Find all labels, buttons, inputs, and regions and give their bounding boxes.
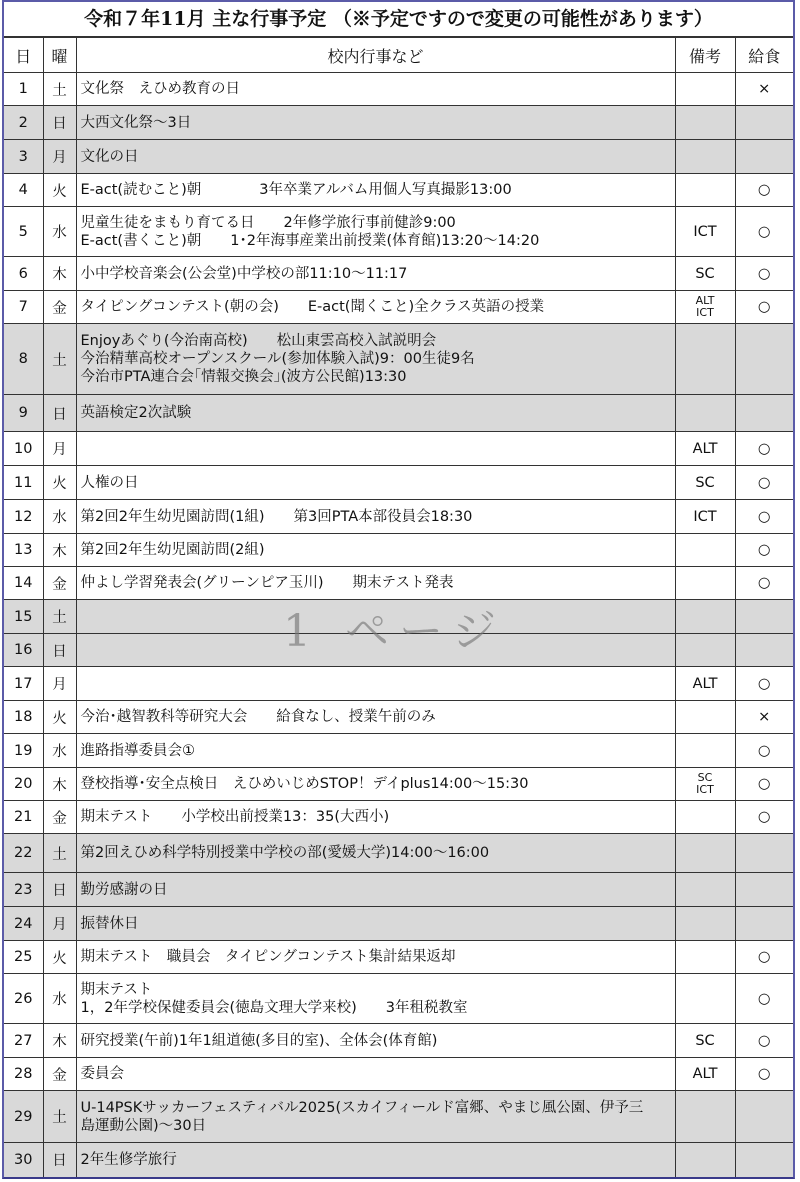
events-cell: 仲よし学習発表会(グリーンピア玉川) 期末テスト発表 — [76, 567, 675, 600]
table-row — [4, 1024, 793, 1058]
notes-cell — [675, 634, 735, 667]
table-row — [4, 734, 793, 768]
lunch-cell: × — [735, 701, 793, 734]
weekday-cell: 日 — [43, 106, 76, 140]
table-row — [4, 73, 793, 106]
notes-cell — [675, 534, 735, 567]
table-row — [4, 701, 793, 734]
day-cell: 29 — [4, 1091, 43, 1143]
weekday-cell: 日 — [43, 634, 76, 667]
day-cell: 21 — [4, 801, 43, 834]
day-cell: 11 — [4, 466, 43, 500]
events-cell — [76, 432, 675, 466]
notes-cell — [675, 567, 735, 600]
table-row — [4, 466, 793, 500]
lunch-cell — [735, 395, 793, 432]
day-cell: 6 — [4, 257, 43, 291]
lunch-cell — [735, 907, 793, 941]
weekday-cell: 土 — [43, 73, 76, 106]
header-events: 校内行事など — [76, 38, 675, 73]
notes-cell: SC ICT — [675, 768, 735, 801]
lunch-cell: ○ — [735, 291, 793, 324]
notes-cell — [675, 395, 735, 432]
table-row — [4, 801, 793, 834]
day-cell: 30 — [4, 1143, 43, 1177]
events-cell — [76, 600, 675, 634]
weekday-cell: 土 — [43, 1091, 76, 1143]
weekday-cell: 月 — [43, 140, 76, 174]
weekday-cell: 水 — [43, 500, 76, 534]
day-cell: 9 — [4, 395, 43, 432]
table-row — [4, 395, 793, 432]
weekday-cell: 木 — [43, 768, 76, 801]
events-cell: 大西文化祭～3日 — [76, 106, 675, 140]
weekday-cell: 金 — [43, 291, 76, 324]
events-cell: 今治･越智教科等研究大会 給食なし、授業午前のみ — [76, 701, 675, 734]
notes-cell — [675, 834, 735, 873]
day-cell: 23 — [4, 873, 43, 907]
notes-cell — [675, 73, 735, 106]
weekday-cell: 日 — [43, 873, 76, 907]
events-cell: 期末テスト 職員会 タイピングコンテスト集計結果返却 — [76, 941, 675, 974]
notes-cell — [675, 907, 735, 941]
notes-cell — [675, 1091, 735, 1143]
day-cell: 20 — [4, 768, 43, 801]
lunch-cell — [735, 600, 793, 634]
table-row — [4, 534, 793, 567]
events-cell: 第2回2年生幼児園訪問(2組) — [76, 534, 675, 567]
day-cell: 8 — [4, 324, 43, 395]
table-row — [4, 907, 793, 941]
lunch-cell — [735, 1091, 793, 1143]
weekday-cell: 火 — [43, 701, 76, 734]
table-row — [4, 1091, 793, 1143]
day-cell: 4 — [4, 174, 43, 207]
events-cell: 登校指導･安全点検日 えひめいじめSTOP！デイplus14:00～15:30 — [76, 768, 675, 801]
header-lunch: 給食 — [735, 38, 793, 73]
table-row — [4, 207, 793, 257]
events-cell: U-14PSKサッカーフェスティバル2025(スカイフィールド富郷、やまじ風公園、伊予三 島運動公園)～30日 — [76, 1091, 675, 1143]
notes-cell — [675, 1143, 735, 1177]
table-row — [4, 873, 793, 907]
events-cell: 児童生徒をまもり育てる日 2年修学旅行事前健診9:00 E-act(書くこと)朝 1･2年海事産業出前授業(体育館)13:20～14:20 — [76, 207, 675, 257]
table-row — [4, 974, 793, 1024]
events-cell: E-act(読むこと)朝 3年卒業アルバム用個人写真撮影13:00 — [76, 174, 675, 207]
notes-cell — [675, 873, 735, 907]
lunch-cell: ○ — [735, 207, 793, 257]
lunch-cell — [735, 1143, 793, 1177]
events-cell: 振替休日 — [76, 907, 675, 941]
table-row — [4, 291, 793, 324]
table-row — [4, 600, 793, 634]
page-watermark: 1 ページ — [283, 606, 507, 657]
day-cell: 1 — [4, 73, 43, 106]
lunch-cell — [735, 834, 793, 873]
events-cell: 英語検定2次試験 — [76, 395, 675, 432]
table-row — [4, 140, 793, 174]
lunch-cell: ○ — [735, 174, 793, 207]
day-cell: 3 — [4, 140, 43, 174]
page-title: 令和７年11月 主な行事予定 （※予定ですので変更の可能性があります） — [4, 2, 793, 37]
weekday-cell: 土 — [43, 834, 76, 873]
events-cell: 第2回2年生幼児園訪問(1組) 第3回PTA本部役員会18:30 — [76, 500, 675, 534]
weekday-cell: 日 — [43, 395, 76, 432]
lunch-cell: ○ — [735, 667, 793, 701]
weekday-cell: 月 — [43, 907, 76, 941]
lunch-cell: ○ — [735, 734, 793, 768]
lunch-cell: ○ — [735, 432, 793, 466]
events-cell: 進路指導委員会① — [76, 734, 675, 768]
notes-cell — [675, 734, 735, 768]
notes-cell — [675, 174, 735, 207]
events-cell: 小中学校音楽会(公会堂)中学校の部11:10～11:17 — [76, 257, 675, 291]
notes-cell: SC — [675, 466, 735, 500]
events-cell: Enjoyあぐり(今治南高校) 松山東雲高校入試説明会 今治精華高校オープンスクール(参加体験入試)9：00生徒9名 今治市PTA連合会｢情報交換会｣(波方公民館)13:30 — [76, 324, 675, 395]
table-row — [4, 257, 793, 291]
notes-cell — [675, 140, 735, 174]
lunch-cell — [735, 634, 793, 667]
notes-cell — [675, 974, 735, 1024]
notes-cell — [675, 600, 735, 634]
events-cell: 期末テスト 1，2年学校保健委員会(徳島文理大学来校) 3年租税教室 — [76, 974, 675, 1024]
day-cell: 27 — [4, 1024, 43, 1058]
table-row — [4, 174, 793, 207]
events-cell: 第2回えひめ科学特別授業中学校の部(愛媛大学)14:00～16:00 — [76, 834, 675, 873]
events-cell: 人権の日 — [76, 466, 675, 500]
table-row — [4, 106, 793, 140]
events-cell: 文化の日 — [76, 140, 675, 174]
header-notes: 備考 — [675, 38, 735, 73]
events-cell: 期末テスト 小学校出前授業13：35(大西小) — [76, 801, 675, 834]
day-cell: 12 — [4, 500, 43, 534]
lunch-cell — [735, 873, 793, 907]
lunch-cell — [735, 106, 793, 140]
notes-cell: ALT ICT — [675, 291, 735, 324]
table-row — [4, 667, 793, 701]
lunch-cell: ○ — [735, 500, 793, 534]
day-cell: 19 — [4, 734, 43, 768]
day-cell: 28 — [4, 1058, 43, 1091]
weekday-cell: 火 — [43, 941, 76, 974]
weekday-cell: 土 — [43, 324, 76, 395]
table-row — [4, 500, 793, 534]
notes-cell: ICT — [675, 500, 735, 534]
header-weekday: 曜 — [43, 38, 76, 73]
table-row — [4, 634, 793, 667]
day-cell: 10 — [4, 432, 43, 466]
weekday-cell: 日 — [43, 1143, 76, 1177]
weekday-cell: 木 — [43, 1024, 76, 1058]
lunch-cell: ○ — [735, 941, 793, 974]
notes-cell — [675, 701, 735, 734]
events-cell — [76, 634, 675, 667]
events-cell: タイピングコンテスト(朝の会) E-act(聞くこと)全クラス英語の授業 — [76, 291, 675, 324]
schedule-table — [4, 37, 793, 1177]
table-row — [4, 1143, 793, 1177]
weekday-cell: 水 — [43, 207, 76, 257]
weekday-cell: 木 — [43, 257, 76, 291]
weekday-cell: 木 — [43, 534, 76, 567]
day-cell: 26 — [4, 974, 43, 1024]
table-row — [4, 1058, 793, 1091]
weekday-cell: 火 — [43, 174, 76, 207]
day-cell: 16 — [4, 634, 43, 667]
table-row — [4, 324, 793, 395]
lunch-cell: ○ — [735, 768, 793, 801]
weekday-cell: 金 — [43, 801, 76, 834]
day-cell: 7 — [4, 291, 43, 324]
day-cell: 15 — [4, 600, 43, 634]
weekday-cell: 水 — [43, 974, 76, 1024]
notes-cell — [675, 801, 735, 834]
events-cell: 勤労感謝の日 — [76, 873, 675, 907]
events-cell — [76, 667, 675, 701]
header-day: 日 — [4, 38, 43, 73]
weekday-cell: 月 — [43, 432, 76, 466]
day-cell: 14 — [4, 567, 43, 600]
weekday-cell: 金 — [43, 1058, 76, 1091]
table-row — [4, 567, 793, 600]
notes-cell — [675, 324, 735, 395]
lunch-cell: ○ — [735, 567, 793, 600]
day-cell: 2 — [4, 106, 43, 140]
events-cell: 文化祭 えひめ教育の日 — [76, 73, 675, 106]
lunch-cell: ○ — [735, 534, 793, 567]
weekday-cell: 月 — [43, 667, 76, 701]
events-cell: 研究授業(午前)1年1組道徳(多目的室)、全体会(体育館) — [76, 1024, 675, 1058]
weekday-cell: 水 — [43, 734, 76, 768]
lunch-cell — [735, 324, 793, 395]
notes-cell: ALT — [675, 1058, 735, 1091]
table-row — [4, 768, 793, 801]
weekday-cell: 火 — [43, 466, 76, 500]
notes-cell: SC — [675, 257, 735, 291]
table-header — [4, 38, 793, 73]
day-cell: 5 — [4, 207, 43, 257]
lunch-cell: ○ — [735, 801, 793, 834]
table-row — [4, 432, 793, 466]
lunch-cell: ○ — [735, 974, 793, 1024]
lunch-cell: ○ — [735, 1058, 793, 1091]
table-row — [4, 834, 793, 873]
day-cell: 17 — [4, 667, 43, 701]
notes-cell: ALT — [675, 432, 735, 466]
lunch-cell — [735, 140, 793, 174]
day-cell: 24 — [4, 907, 43, 941]
events-cell: 委員会 — [76, 1058, 675, 1091]
lunch-cell: ○ — [735, 1024, 793, 1058]
notes-cell: ICT — [675, 207, 735, 257]
lunch-cell: ○ — [735, 466, 793, 500]
table-row — [4, 941, 793, 974]
lunch-cell: × — [735, 73, 793, 106]
schedule-document — [2, 0, 795, 1179]
notes-cell — [675, 106, 735, 140]
notes-cell — [675, 941, 735, 974]
day-cell: 18 — [4, 701, 43, 734]
day-cell: 22 — [4, 834, 43, 873]
lunch-cell: ○ — [735, 257, 793, 291]
weekday-cell: 土 — [43, 600, 76, 634]
day-cell: 25 — [4, 941, 43, 974]
notes-cell: ALT — [675, 667, 735, 701]
notes-cell: SC — [675, 1024, 735, 1058]
weekday-cell: 金 — [43, 567, 76, 600]
day-cell: 13 — [4, 534, 43, 567]
events-cell: 2年生修学旅行 — [76, 1143, 675, 1177]
